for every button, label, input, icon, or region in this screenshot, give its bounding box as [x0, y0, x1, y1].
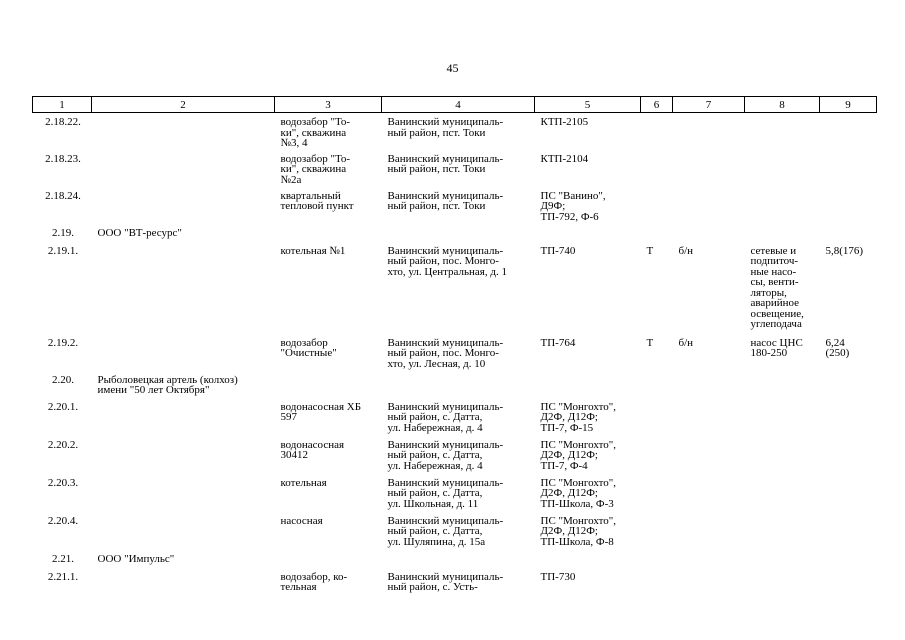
table-row — [33, 550, 877, 568]
table-cell-col-4: Ванинский муниципаль- ный район, пос. Монго- хто, ул. Центральная, д. 1 — [387, 244, 507, 278]
table-cell-col-5: ПС "Монгохто", Д2Ф, Д12Ф; ТП-Школа, Ф-8 — [540, 514, 617, 548]
table-cell-col-2 — [92, 512, 275, 550]
header-cell-4: 4 — [382, 97, 535, 113]
table-cell-col-5: КТП-2105 — [540, 116, 589, 128]
table-cell-col-3 — [275, 224, 382, 242]
table-row — [33, 150, 877, 187]
table-cell-col-5: ПС "Ванино", Д9Ф; ТП-792, Ф-6 — [540, 189, 606, 223]
table-cell-col-6 — [641, 474, 673, 512]
table-cell-col-1: 2.20.1. — [47, 400, 79, 413]
table-row — [33, 187, 877, 224]
table-cell-col-7 — [673, 550, 745, 568]
table-cell-col-8 — [745, 150, 820, 187]
table-row — [33, 371, 877, 398]
table-cell-col-2 — [92, 150, 275, 187]
table-cell-col-8: сетевые и подпиточ- ные насо- сы, венти- ляторы, аварийное освещение, углеподача — [750, 244, 804, 330]
table-row — [33, 512, 877, 550]
table-cell-col-4: Ванинский муниципаль- ный район, с. Усть- — [387, 570, 504, 593]
table-cell-col-5: ПС "Монгохто", Д2Ф, Д12Ф; ТП-7, Ф-15 — [540, 400, 617, 434]
table-cell-col-7 — [673, 436, 745, 474]
table-cell-col-1: 2.21.1. — [47, 570, 79, 583]
table-cell-col-8 — [745, 113, 820, 150]
table-cell-col-3: водозабор "То- ки", скважина №3, 4 — [280, 116, 351, 149]
header-cell-1: 1 — [33, 97, 92, 113]
table-cell-col-4: Ванинский муниципаль- ный район, пос. Монго- хто, ул. Лесная, д. 10 — [387, 336, 504, 370]
table-cell-col-2 — [92, 568, 275, 598]
table-cell-col-3: водозабор "То- ки", скважина №2а — [280, 152, 351, 186]
table-cell-col-5: ПС "Монгохто", Д2Ф, Д12Ф; ТП-Школа, Ф-3 — [540, 476, 617, 510]
table-cell-col-3 — [275, 371, 382, 398]
header-cell-2: 2 — [92, 97, 275, 113]
table-cell-col-8 — [745, 512, 820, 550]
table-cell-col-7 — [673, 371, 745, 398]
table-cell-col-6 — [641, 398, 673, 436]
table-cell-col-9: 6,24 (250) — [825, 336, 850, 359]
table-cell-col-9 — [820, 568, 877, 598]
table-cell-col-3: котельная №1 — [280, 244, 346, 257]
table-cell-col-6: Т — [646, 244, 654, 257]
table-cell-col-2 — [92, 334, 275, 371]
table-row — [33, 436, 877, 474]
header-cell-9: 9 — [820, 97, 877, 113]
table-row — [33, 334, 877, 371]
table-cell-col-1: 2.20.3. — [47, 476, 79, 489]
table-cell-col-6 — [641, 512, 673, 550]
table-cell-col-3: водозабор, ко- тельная — [280, 570, 348, 593]
table-cell-col-2: Рыболовецкая артель (колхоз) имени "50 лет Октября" — [97, 373, 238, 396]
facilities-table — [32, 96, 877, 598]
table-cell-col-9 — [820, 187, 877, 224]
table-cell-col-5: ПС "Монгохто", Д2Ф, Д12Ф; ТП-7, Ф-4 — [540, 438, 617, 472]
header-cell-3: 3 — [275, 97, 382, 113]
table-cell-col-8 — [745, 187, 820, 224]
table-cell-col-4: Ванинский муниципаль- ный район, пст. Токи — [387, 116, 504, 139]
header-cell-8: 8 — [745, 97, 820, 113]
table-cell-col-4 — [382, 371, 535, 398]
table-cell-col-3: водонасосная 30412 — [280, 438, 345, 461]
table-cell-col-8 — [745, 398, 820, 436]
table-cell-col-2 — [92, 242, 275, 334]
table-cell-col-8 — [745, 568, 820, 598]
table-cell-col-1: 2.19.1. — [47, 244, 79, 257]
table-cell-col-8 — [745, 224, 820, 242]
header-row — [33, 97, 877, 113]
table-cell-col-3: квартальный тепловой пункт — [280, 189, 354, 212]
table-cell-col-3 — [275, 550, 382, 568]
header-cell-6: 6 — [641, 97, 673, 113]
table-cell-col-6 — [641, 150, 673, 187]
table-cell-col-1: 2.20. — [52, 373, 74, 386]
table-cell-col-1: 2.18.22. — [45, 116, 81, 128]
table-cell-col-2 — [92, 187, 275, 224]
table-cell-col-1: 2.20.2. — [47, 438, 79, 451]
table-cell-col-9: 5,8(176) — [825, 244, 864, 257]
table-cell-col-5 — [535, 371, 641, 398]
table-cell-col-7 — [673, 187, 745, 224]
table-cell-col-9 — [820, 512, 877, 550]
table-cell-col-7 — [673, 150, 745, 187]
table-cell-col-1: 2.20.4. — [47, 514, 79, 527]
table-cell-col-7 — [673, 568, 745, 598]
table-cell-col-3: котельная — [280, 476, 327, 489]
table-header — [33, 97, 877, 113]
table-cell-col-9 — [820, 474, 877, 512]
table-cell-col-6 — [641, 550, 673, 568]
table-cell-col-6 — [641, 113, 673, 150]
table-row — [33, 224, 877, 242]
table-cell-col-1: 2.18.24. — [45, 189, 81, 202]
table-cell-col-7 — [673, 512, 745, 550]
table-cell-col-4: Ванинский муниципаль- ный район, с. Датта, ул. Набережная, д. 4 — [387, 400, 504, 434]
table-cell-col-7: б/н — [678, 244, 694, 257]
table-cell-col-2 — [92, 436, 275, 474]
table-cell-col-9 — [820, 150, 877, 187]
table-cell-col-4: Ванинский муниципаль- ный район, пст. Токи — [387, 152, 504, 175]
table-row — [33, 113, 877, 150]
table-cell-col-4 — [382, 224, 535, 242]
table-cell-col-8 — [745, 550, 820, 568]
table-cell-col-5: ТП-764 — [540, 336, 576, 349]
table-cell-col-2 — [92, 113, 275, 150]
table-cell-col-1: 2.18.23. — [45, 152, 81, 165]
table-cell-col-2: ООО "Импульс" — [97, 552, 175, 565]
table-cell-col-9 — [820, 224, 877, 242]
table-cell-col-8 — [745, 474, 820, 512]
table-cell-col-3: водозабор "Очистные" — [280, 336, 337, 359]
table-cell-col-7 — [673, 224, 745, 242]
table-cell-col-7 — [673, 474, 745, 512]
table-cell-col-6 — [641, 568, 673, 598]
table-cell-col-8: насос ЦНС 180-250 — [750, 336, 803, 359]
table-cell-col-2 — [92, 474, 275, 512]
table-cell-col-3: насосная — [280, 514, 323, 527]
table-cell-col-9 — [820, 398, 877, 436]
table-cell-col-7 — [673, 398, 745, 436]
table-row — [33, 568, 877, 598]
table-cell-col-2 — [92, 398, 275, 436]
table-cell-col-1: 2.19. — [52, 226, 74, 239]
table-cell-col-6 — [641, 436, 673, 474]
table-cell-col-7: б/н — [678, 336, 694, 349]
table-cell-col-3: водонасосная ХБ 597 — [280, 400, 362, 423]
table-cell-col-4 — [382, 550, 535, 568]
table-row — [33, 398, 877, 436]
table-cell-col-8 — [745, 371, 820, 398]
table-body — [33, 113, 877, 598]
table-cell-col-4: Ванинский муниципаль- ный район, пст. Токи — [387, 189, 504, 212]
table-cell-col-6: Т — [646, 336, 654, 349]
table-cell-col-5 — [535, 224, 641, 242]
table-cell-col-9 — [820, 113, 877, 150]
table-cell-col-1: 2.19.2. — [47, 336, 79, 349]
table-cell-col-6 — [641, 371, 673, 398]
table-cell-col-5: ТП-740 — [540, 244, 576, 257]
table-cell-col-5: КТП-2104 — [540, 152, 589, 165]
table-cell-col-2: ООО "ВТ-ресурс" — [97, 226, 182, 239]
table-cell-col-7 — [673, 113, 745, 150]
table-cell-col-9 — [820, 436, 877, 474]
header-cell-7: 7 — [673, 97, 745, 113]
table-cell-col-8 — [745, 436, 820, 474]
table-cell-col-6 — [641, 187, 673, 224]
table-cell-col-1: 2.21. — [52, 552, 74, 565]
table-cell-col-4: Ванинский муниципаль- ный район, с. Датта, ул. Набережная, д. 4 — [387, 438, 504, 472]
page-number: 45 — [446, 61, 459, 75]
table-cell-col-4: Ванинский муниципаль- ный район, с. Датта, ул. Школьная, д. 11 — [387, 476, 504, 510]
table-cell-col-9 — [820, 550, 877, 568]
table-cell-col-9 — [820, 371, 877, 398]
table-row — [33, 242, 877, 334]
table-cell-col-5: ТП-730 — [540, 570, 576, 583]
table-cell-col-6 — [641, 224, 673, 242]
table-cell-col-5 — [535, 550, 641, 568]
table-row — [33, 474, 877, 512]
table-cell-col-4: Ванинский муниципаль- ный район, с. Датта, ул. Шуляпина, д. 15а — [387, 514, 504, 548]
header-cell-5: 5 — [535, 97, 641, 113]
